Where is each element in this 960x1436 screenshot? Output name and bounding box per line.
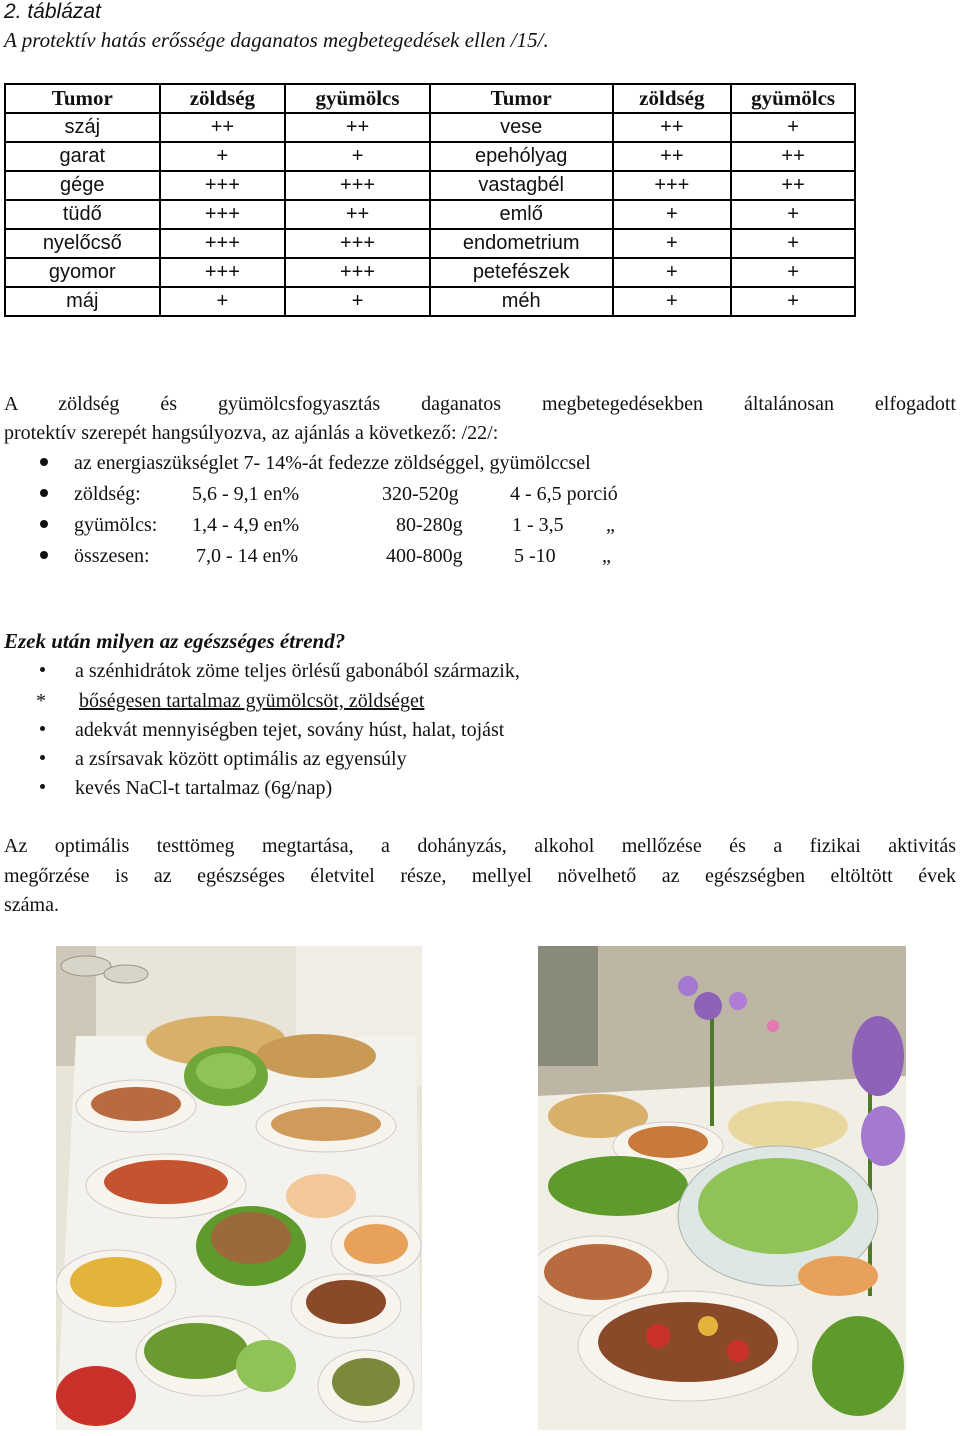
table-cell: ++ xyxy=(613,113,732,142)
buffet-flowers-image xyxy=(538,946,906,1430)
diet-item xyxy=(40,773,332,803)
table-cell: ++ xyxy=(731,171,855,200)
diet-text: kevés NaCl-t tartalmaz (6g/nap) xyxy=(75,777,333,799)
table-cell: + xyxy=(613,229,732,258)
table-cell: + xyxy=(731,287,855,316)
table-cell: + xyxy=(285,287,430,316)
header-cell: Tumor xyxy=(430,84,613,113)
table-cell: vese xyxy=(430,113,613,142)
closing-line-1: Az optimális testtömeg megtartása, a dohányzás, alkohol mellőzése és a fizikai aktivitás xyxy=(4,835,956,857)
recommendation-item xyxy=(40,541,611,571)
table-cell: + xyxy=(613,287,732,316)
table-caption-title: A protektív hatás erőssége daganatos megbetegedések ellen /15/. xyxy=(4,28,549,52)
bullet-icon xyxy=(40,784,45,789)
table-cell: gyomor xyxy=(5,258,160,287)
rec-label: összesen: xyxy=(74,545,150,567)
intro-line-1: A zöldség és gyümölcsfogyasztás daganatos megbetegedésekben általánosan elfogadott xyxy=(4,393,956,415)
table-cell: garat xyxy=(5,142,160,171)
table-cell: + xyxy=(731,113,855,142)
header-cell: gyümölcs xyxy=(285,84,430,113)
header-cell: zöldség xyxy=(160,84,286,113)
header-cell: gyümölcs xyxy=(731,84,855,113)
table-row xyxy=(5,229,855,258)
rec-label: zöldség: xyxy=(74,483,141,505)
rec-ditto: „ xyxy=(602,545,611,567)
rec-grams: 400-800g xyxy=(386,545,463,567)
diet-text: a zsírsavak között optimális az egyensúly xyxy=(75,748,407,770)
table-cell: vastagbél xyxy=(430,171,613,200)
buffet-photo-left xyxy=(56,946,422,1430)
table-cell: + xyxy=(160,142,286,171)
diet-item xyxy=(40,656,520,686)
diet-text: adekvát mennyiségben tejet, sovány húst, halat, tojást xyxy=(75,719,505,741)
table-cell: máj xyxy=(5,287,160,316)
table-cell: endometrium xyxy=(430,229,613,258)
rec-grams: 320-520g xyxy=(382,483,459,505)
closing-line-3: száma. xyxy=(4,894,59,916)
table-row xyxy=(5,113,855,142)
diet-text: bőségesen tartalmaz gyümölcsöt, zöldséget xyxy=(79,690,425,712)
table-cell: + xyxy=(731,258,855,287)
recommendation-item xyxy=(40,448,591,478)
bullet-icon xyxy=(40,520,48,528)
buffet-photo-right xyxy=(538,946,906,1430)
table-cell: ++ xyxy=(285,113,430,142)
diet-item xyxy=(40,744,407,774)
rec-portion: 5 -10 xyxy=(514,545,556,567)
recommendation-item xyxy=(40,510,615,540)
rec-portion: 1 - 3,5 xyxy=(512,514,564,536)
table-cell: +++ xyxy=(285,229,430,258)
rec-portion: 4 - 6,5 porció xyxy=(510,483,618,505)
recommendation-text: az energiaszükséglet 7- 14%-át fedezze zöldséggel, gyümölccsel xyxy=(74,452,591,474)
table-cell: +++ xyxy=(285,258,430,287)
table-cell: +++ xyxy=(160,200,286,229)
table-caption-number: 2. táblázat xyxy=(4,0,101,23)
table-header-row xyxy=(5,84,855,113)
bullet-icon xyxy=(40,755,45,760)
rec-percent: 7,0 - 14 en% xyxy=(196,545,299,567)
diet-item xyxy=(40,715,504,745)
table-row xyxy=(5,258,855,287)
table-cell: ++ xyxy=(285,200,430,229)
buffet-table-image xyxy=(56,946,422,1430)
table-row xyxy=(5,142,855,171)
table-cell: +++ xyxy=(160,229,286,258)
table-cell: nyelőcső xyxy=(5,229,160,258)
section-heading: Ezek után milyen az egészséges étrend? xyxy=(4,629,346,653)
intro-line-2: protektív szerepét hangsúlyozva, az ajánlás a következő: /22/: xyxy=(4,422,499,444)
bullet-icon xyxy=(40,551,48,559)
table-row xyxy=(5,200,855,229)
diet-text: a szénhidrátok zöme teljes örlésű gabonából származik, xyxy=(75,660,520,682)
bullet-icon xyxy=(40,726,45,731)
table-cell: ++ xyxy=(731,142,855,171)
table-cell: + xyxy=(285,142,430,171)
rec-ditto: „ xyxy=(606,514,615,536)
table-row xyxy=(5,287,855,316)
rec-percent: 1,4 - 4,9 en% xyxy=(192,514,300,536)
table-row xyxy=(5,171,855,200)
table-cell: + xyxy=(731,229,855,258)
table-cell: +++ xyxy=(160,171,286,200)
bullet-icon xyxy=(40,489,48,497)
table-cell: +++ xyxy=(160,258,286,287)
table-cell: +++ xyxy=(285,171,430,200)
recommendation-item xyxy=(40,479,618,509)
table-cell: tüdő xyxy=(5,200,160,229)
table-cell: méh xyxy=(430,287,613,316)
rec-grams: 80-280g xyxy=(396,514,463,536)
table-cell: ++ xyxy=(160,113,286,142)
table-cell: + xyxy=(160,287,286,316)
bullet-icon xyxy=(40,458,48,466)
bullet-icon xyxy=(40,667,45,672)
table-cell: + xyxy=(731,200,855,229)
diet-item-starred xyxy=(36,686,424,716)
star-marker: * xyxy=(36,690,46,712)
header-cell: Tumor xyxy=(5,84,160,113)
rec-percent: 5,6 - 9,1 en% xyxy=(192,483,300,505)
table-cell: petefészek xyxy=(430,258,613,287)
closing-line-2: megőrzése is az egészséges életvitel része, mellyel növelhető az egészségben eltöltött évek xyxy=(4,865,956,887)
protective-effect-table xyxy=(4,83,856,317)
table-cell: epehólyag xyxy=(430,142,613,171)
rec-label: gyümölcs: xyxy=(74,514,158,536)
table-cell: száj xyxy=(5,113,160,142)
table-cell: +++ xyxy=(613,171,732,200)
header-cell: zöldség xyxy=(613,84,732,113)
table-cell: gége xyxy=(5,171,160,200)
table-cell: ++ xyxy=(613,142,732,171)
table-cell: emlő xyxy=(430,200,613,229)
table-cell: + xyxy=(613,258,732,287)
table-cell: + xyxy=(613,200,732,229)
